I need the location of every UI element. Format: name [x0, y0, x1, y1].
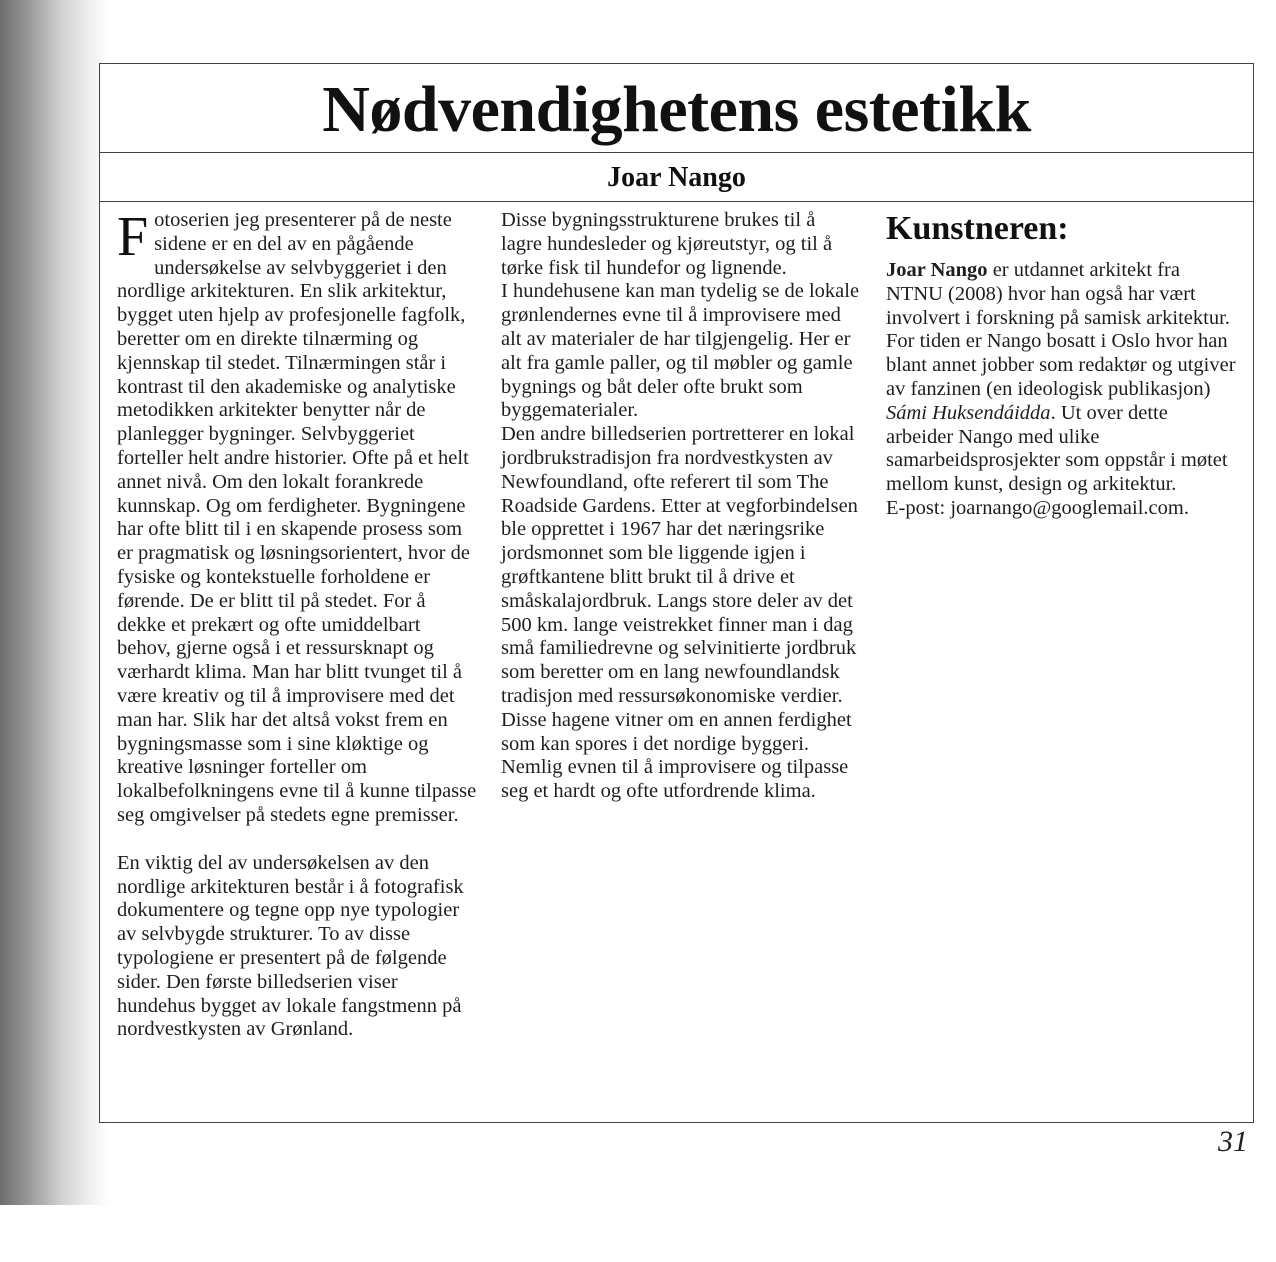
title-divider [100, 152, 1253, 153]
artist-sidebar [886, 209, 1236, 521]
sidebar-heading: Kunstneren: [886, 210, 1069, 247]
artist-name: Joar Nango [886, 259, 988, 281]
page-bottom-margin [0, 1205, 1276, 1262]
paragraph-1-text: otoserien jeg presenterer på de neste sidene er en del av en pågående undersøkelse av selvbyggeriet i den nordlige arkitekturen. En slik arkitektur, bygget uten hjelp av profesjonelle fagfolk, beretter om en direkte tilnærming og kjennskap til stedet. Tilnærmingen står i kontrast til den akademiske og analytiske metodikken arkitekter benytter når de planlegger bygninger. Selvbyggeriet forteller helt andre historier. Ofte på et helt annet nivå. Om den lokalt forankrede kunnskap. Og om ferdigheter. Bygningene har ofte blitt til i en skapende prosess som er pragmatisk og løsningsorientert, hvor de fysiske og kontekstuelle forholdene er førende. De er blitt til på stedet. For å dekke et prekært og ofte umiddelbart behov, gjerne også i et ressursknapt og værhardt klima. Man har blitt tvunget til å være kreativ og til å improvisere med det man har. Slik har det altså vokst frem en bygningsmasse som i sine kløktige og kreative løsninger forteller om lokalbefolkningens evne til å kunne tilpasse seg omgivelser på stedets egne premisser. [117, 209, 477, 826]
article-paragraph-5: Den andre billedserien portretterer en lokal jordbrukstradisjon fra nordvestkysten av Newfoundland, ofte referert til som The Roadside Gardens. Etter at vegforbindelsen ble opprettet i 1967 har det næringsrike jordsmonnet som ble liggende igjen i grøftkantene blitt brukt til å drive et småskalajordbruk. Langs store deler av det 500 km. lange veistrekket finner man i dag små familiedrevne og selvinitierte jordbruk som beretter om en lang newfoundlandsk tradisjon med ressursøkonomiske verdier. Disse hagene vitner om en annen ferdighet som kan spores i det nordige byggeri. Nemlig evnen til å improvisere og tilpasse seg et hardt og ofte utfordrende klima. [501, 423, 858, 803]
artist-email: E-post: joarnango@googlemail.com. [886, 496, 1189, 519]
bio-text-1: er utdannet arkitekt fra NTNU (2008) hvor han også har vært involvert i forskning på samisk arkitektur. For tiden er Nango bosatt i Oslo hvor han blant annet jobber som redaktør og utgiver av fanzinen (en ideologisk publikasjon) [886, 259, 1236, 400]
article-frame [99, 63, 1254, 1123]
article-paragraph-3: Disse bygningsstrukturene brukes til å lagre hundesleder og kjøreutstyr, og til å tørke fisk til hundefor og lignende. [501, 209, 833, 279]
page-number: 31 [1218, 1125, 1248, 1158]
artist-bio [886, 259, 1236, 497]
book-spine-shadow [0, 0, 110, 1262]
article-column-2 [501, 209, 861, 804]
byline-divider [100, 201, 1253, 202]
drop-cap: F [117, 206, 149, 268]
article-title: Nødvendighetens estetikk [322, 73, 1031, 146]
article-paragraph-1 [117, 206, 477, 828]
author-byline: Joar Nango [607, 162, 746, 193]
bio-text-2: . Ut over dette arbeider Nango med ulike samarbeidsprosjekter som oppstår i møtet mellom kunst, design og arkitektur. [886, 401, 1228, 496]
article-paragraph-2: En viktig del av undersøkelsen av den nordlige arkitekturen består i å fotografisk dokumentere og tegne opp nye typologier av selvbygde strukturer. To av disse typologiene er presentert på de følgende sider. Den første billedserien viser hundehus bygget av lokale fangstmenn på nordvestkysten av Grønland. [117, 851, 464, 1041]
zine-title: Sámi Huksendáidda [886, 401, 1051, 424]
article-paragraph-4: I hundehusene kan man tydelig se de lokale grønlendernes evne til å improvisere med alt av materialer de har tilgjengelig. Her er alt fra gamle paller, og til møbler og gamle bygnings og båt deler ofte brukt som byggematerialer. [501, 280, 860, 422]
article-column-1 [117, 206, 477, 1042]
